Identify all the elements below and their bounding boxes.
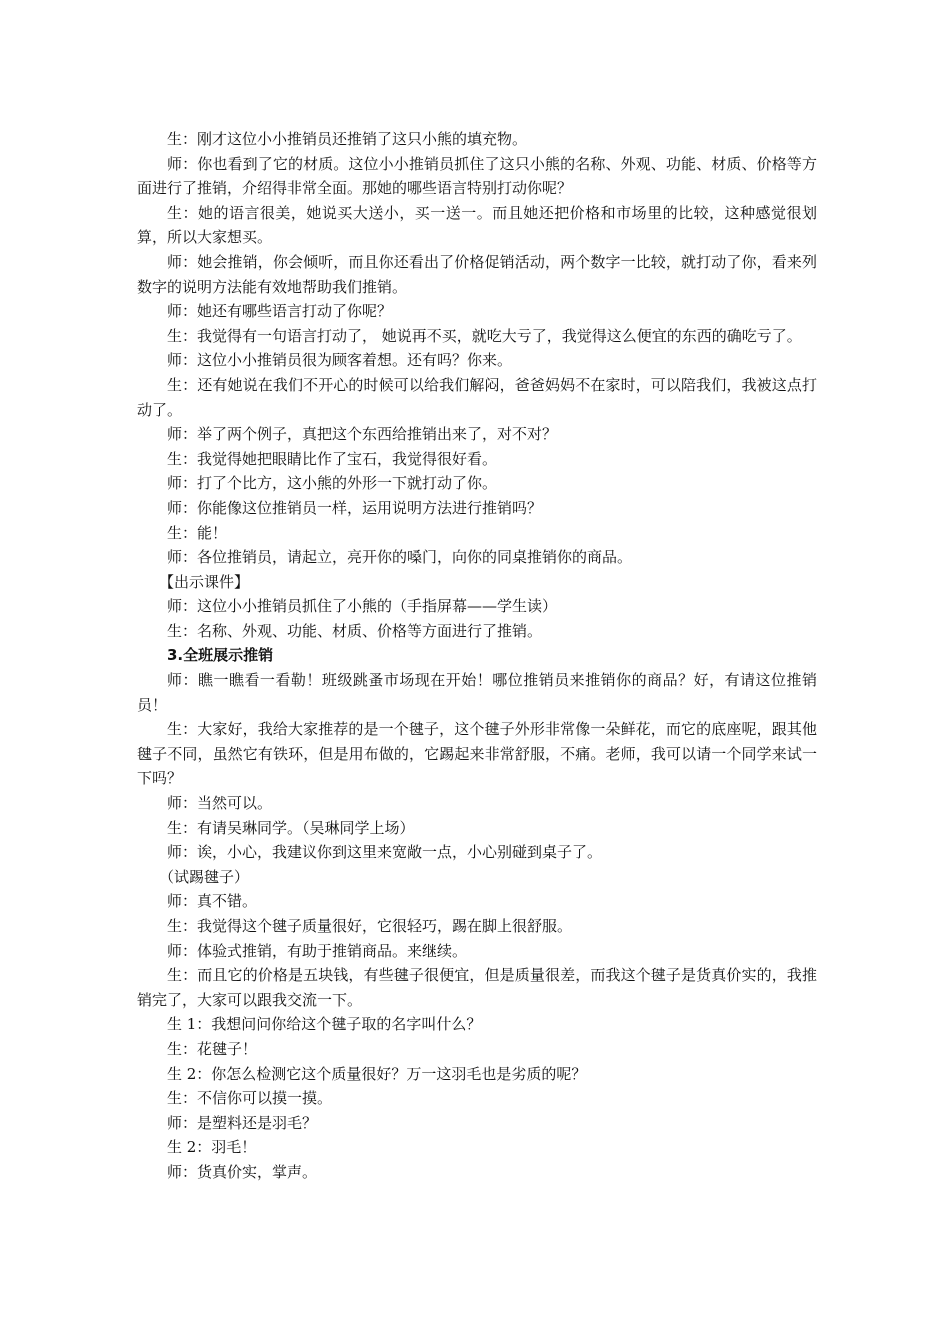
dialogue-paragraph: （试踢毽子） — [159, 867, 250, 886]
dialogue-paragraph: 生 2：你怎么检测它这个质量很好？万一这羽毛也是劣质的呢？ — [167, 1064, 587, 1083]
dialogue-paragraph: 生 2：羽毛！ — [167, 1138, 257, 1157]
dialogue-paragraph: 师：是塑料还是羽毛？ — [167, 1113, 318, 1132]
dialogue-paragraph: 生：能！ — [167, 523, 228, 542]
dialogue-paragraph: 师：她还有哪些语言打动了你呢？ — [167, 302, 393, 321]
dialogue-paragraph: 生：刚才这位小小推销员还推销了这只小熊的填充物。 — [167, 130, 528, 148]
dialogue-paragraph: 生：还有她说在我们不开心的时候可以给我们解闷，爸爸妈妈不在家时，可以陪我们，我被这点打动了。 — [137, 375, 817, 419]
dialogue-paragraph: 师：这位小小推销员很为顾客着想。还有吗？你来。 — [167, 351, 513, 370]
dialogue-paragraph: 师：这位小小推销员抓住了小熊的（手指屏幕——学生读） — [167, 597, 558, 616]
dialogue-paragraph: 生：不信你可以摸一摸。 — [167, 1089, 333, 1108]
dialogue-paragraph: 师：你能像这位推销员一样，运用说明方法进行推销吗？ — [167, 498, 543, 517]
dialogue-paragraph: 师：真不错。 — [167, 892, 258, 911]
dialogue-paragraph: 生：名称、外观、功能、材质、价格等方面进行了推销。 — [167, 621, 543, 640]
dialogue-paragraph: 师：各位推销员，请起立，亮开你的嗓门，向你的同桌推销你的商品。 — [167, 548, 633, 567]
dialogue-paragraph: 【出示课件】 — [159, 572, 250, 591]
dialogue-paragraph: 生：而且它的价格是五块钱，有些毽子很便宜，但是质量很差，而我这个毽子是货真价实的，我推销完了，大家可以跟我交流一下。 — [137, 966, 817, 1009]
dialogue-paragraph: 生：我觉得这个毽子质量很好，它很轻巧，踢在脚上很舒服。 — [167, 917, 573, 935]
dialogue-paragraph: 生：大家好，我给大家推荐的是一个毽子，这个毽子外形非常像一朵鲜花，而它的底座呢，跟其他毽子不同，虽然它有铁环，但是用布做的，它踢起来非常舒服，不痛。老师，我可以请一个同学来试一下吗？ — [137, 720, 817, 788]
dialogue-paragraph: 师：她会推销，你会倾听，而且你还看出了价格促销活动，两个数字一比较，就打动了你，看来列数字的说明方法能有效地帮助我们推销。 — [137, 252, 817, 296]
dialogue-paragraph: 生：我觉得她把眼睛比作了宝石，我觉得很好看。 — [167, 449, 498, 468]
dialogue-paragraph: 生：她的语言很美，她说买大送小，买一送一。而且她还把价格和市场里的比较，这种感觉很划算，所以大家想买。 — [137, 203, 817, 247]
dialogue-paragraph: 师：体验式推销，有助于推销商品。来继续。 — [167, 941, 468, 960]
dialogue-paragraph: 生：我觉得有一句语言打动了， 她说再不买，就吃大亏了，我觉得这么便宜的东西的确吃亏了。 — [167, 326, 802, 345]
section-heading: 3.全班展示推销 — [167, 646, 274, 665]
dialogue-paragraph: 师：打了个比方，这小熊的外形一下就打动了你。 — [167, 474, 498, 493]
document-body — [137, 127, 817, 1185]
dialogue-paragraph: 生：有请吴琳同学。（吴琳同学上场） — [167, 818, 415, 837]
dialogue-paragraph: 生：花毽子！ — [167, 1039, 258, 1058]
dialogue-paragraph: 师：诶，小心，我建议你到这里来宽敞一点，小心别碰到桌子了。 — [167, 843, 603, 862]
dialogue-paragraph: 师：你也看到了它的材质。这位小小推销员抓住了这只小熊的名称、外观、功能、材质、价格等方面进行了推销，介绍得非常全面。那她的哪些语言特别打动你呢？ — [137, 154, 817, 198]
dialogue-paragraph: 师：货真价实，掌声。 — [167, 1162, 318, 1181]
dialogue-paragraph: 生 1：我想问问你给这个毽子取的名字叫什么？ — [167, 1015, 482, 1034]
dialogue-paragraph: 师：举了两个例子，真把这个东西给推销出来了，对不对？ — [167, 425, 558, 444]
dialogue-paragraph: 师：瞧一瞧看一看勒！班级跳蚤市场现在开始！哪位推销员来推销你的商品？好，有请这位推销员！ — [137, 671, 817, 714]
dialogue-paragraph: 师：当然可以。 — [167, 794, 273, 813]
